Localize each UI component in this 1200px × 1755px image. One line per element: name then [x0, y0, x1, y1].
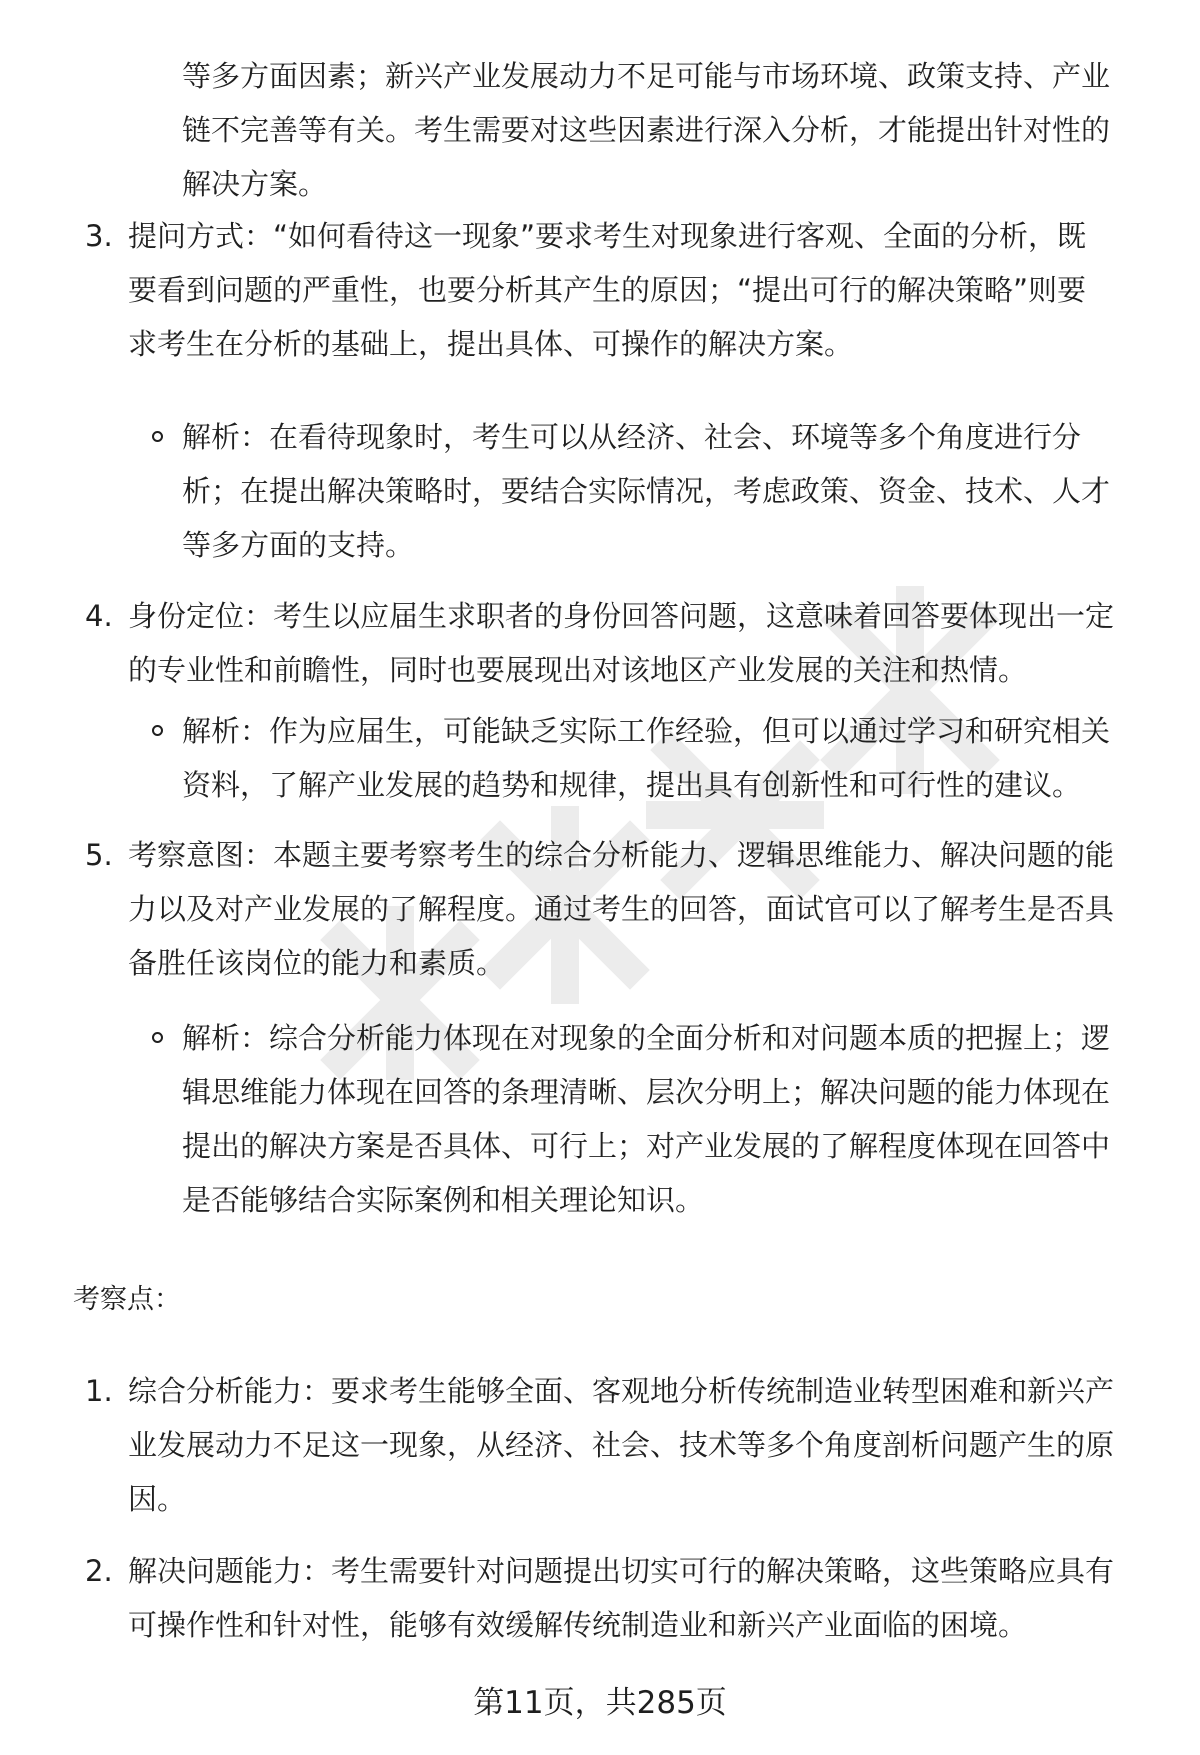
list-item-text: 因。 [128, 1482, 187, 1516]
text-line: 链不完善等有关。考生需要对这些因素进行深入分析，才能提出针对性的 [182, 113, 1111, 147]
list-item-text: 可操作性和针对性，能够有效缓解传统制造业和新兴产业面临的困境。 [128, 1608, 1028, 1642]
section-title: 考察点： [73, 1284, 181, 1315]
list-item-text: 的专业性和前瞻性，同时也要展现出对该地区产业发展的关注和热情。 [128, 653, 1028, 687]
list-item-text: 求考生在分析的基础上，提出具体、可操作的解决方案。 [128, 327, 854, 361]
list-item-text: 考察意图：本题主要考察考生的综合分析能力、逻辑思维能力、解决问题的能 [128, 838, 1115, 872]
sub-item-text: 解析：综合分析能力体现在对现象的全面分析和对问题本质的把握上；逻 [182, 1021, 1111, 1055]
sub-item-text: 资料，了解产业发展的趋势和规律，提出具有创新性和可行性的建议。 [182, 768, 1082, 802]
list-item-text: 解决问题能力：考生需要针对问题提出切实可行的解决策略，这些策略应具有 [128, 1554, 1115, 1588]
list-item-text: 力以及对产业发展的了解程度。通过考生的回答，面试官可以了解考生是否具 [128, 892, 1115, 926]
list-number: 3. [85, 219, 113, 253]
bullet-circle-icon [152, 1032, 163, 1043]
list-number: 1. [85, 1374, 113, 1408]
sub-item-text: 等多方面的支持。 [182, 528, 415, 562]
list-item-text: 身份定位：考生以应届生求职者的身份回答问题，这意味着回答要体现出一定 [128, 599, 1115, 633]
text-line: 等多方面因素；新兴产业发展动力不足可能与市场环境、政策支持、产业 [182, 59, 1111, 93]
list-item-text: 要看到问题的严重性，也要分析其产生的原因；“提出可行的解决策略”则要 [128, 273, 1087, 307]
sub-item-text: 解析：在看待现象时，考生可以从经济、社会、环境等多个角度进行分 [182, 420, 1082, 454]
list-item-text: 综合分析能力：要求考生能够全面、客观地分析传统制造业转型困难和新兴产 [128, 1374, 1115, 1408]
bullet-circle-icon [152, 725, 163, 736]
list-item-text: 提问方式：“如何看待这一现象”要求考生对现象进行客观、全面的分析，既 [128, 219, 1087, 253]
bullet-circle-icon [152, 431, 163, 442]
list-item-text: 备胜任该岗位的能力和素质。 [128, 946, 506, 980]
sub-item-text: 析；在提出解决策略时，要结合实际情况，考虑政策、资金、技术、人才 [182, 474, 1111, 508]
page-footer: 第11页，共285页 [473, 1685, 727, 1721]
list-number: 5. [85, 838, 113, 872]
sub-item-text: 解析：作为应届生，可能缺乏实际工作经验，但可以通过学习和研究相关 [182, 714, 1111, 748]
list-number: 2. [85, 1554, 113, 1588]
sub-item-text: 是否能够结合实际案例和相关理论知识。 [182, 1183, 705, 1217]
sub-item-text: 辑思维能力体现在回答的条理清晰、层次分明上；解决问题的能力体现在 [182, 1075, 1111, 1109]
list-item-text: 业发展动力不足这一现象，从经济、社会、技术等多个角度剖析问题产生的原 [128, 1428, 1115, 1462]
list-number: 4. [85, 599, 113, 633]
text-line: 解决方案。 [182, 167, 328, 201]
sub-item-text: 提出的解决方案是否具体、可行上；对产业发展的了解程度体现在回答中 [182, 1129, 1111, 1163]
